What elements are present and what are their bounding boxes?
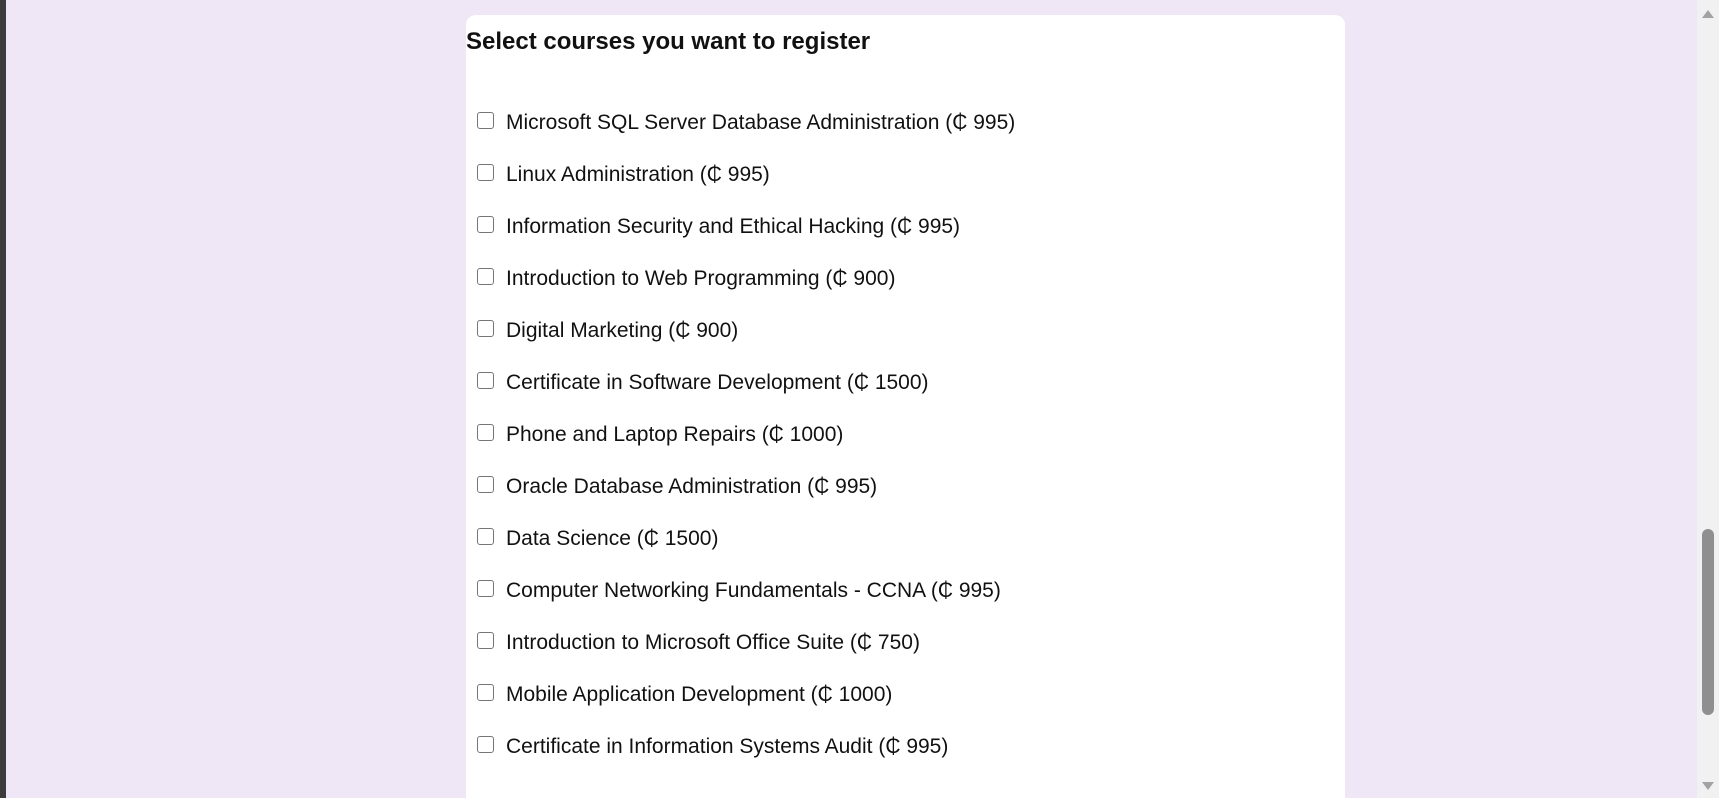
scrollbar-thumb[interactable] (1702, 529, 1714, 715)
course-label[interactable]: Computer Networking Fundamentals - CCNA (₵ 995) (506, 579, 1001, 602)
course-checkbox[interactable] (477, 372, 494, 389)
course-label[interactable]: Linux Administration (₵ 995) (506, 163, 770, 186)
vertical-scrollbar[interactable] (1697, 0, 1719, 798)
course-label[interactable]: Oracle Database Administration (₵ 995) (506, 475, 878, 498)
course-checkbox[interactable] (477, 320, 494, 337)
course-checkbox[interactable] (477, 528, 494, 545)
course-checkbox[interactable] (477, 736, 494, 753)
course-item (466, 247, 1326, 299)
course-checkbox[interactable] (477, 632, 494, 649)
course-label[interactable]: Digital Marketing (₵ 900) (506, 319, 739, 342)
course-item (466, 663, 1326, 715)
course-checkbox[interactable] (477, 580, 494, 597)
course-item (466, 611, 1326, 663)
course-label[interactable]: Mobile Application Development (₵ 1000) (506, 683, 893, 706)
page-title: Select courses you want to register (466, 28, 871, 55)
course-item (466, 91, 1326, 143)
course-item (466, 299, 1326, 351)
course-label[interactable]: Certificate in Software Development (₵ 1500) (506, 371, 929, 394)
course-checkbox[interactable] (477, 684, 494, 701)
course-checkbox[interactable] (477, 268, 494, 285)
course-checkbox[interactable] (477, 112, 494, 129)
course-checkbox[interactable] (477, 164, 494, 181)
course-checkbox[interactable] (477, 424, 494, 441)
course-list (466, 91, 1326, 767)
scroll-up-arrow-icon[interactable] (1702, 10, 1714, 18)
course-label[interactable]: Certificate in Information Systems Audit (₵ 995) (506, 735, 949, 758)
page-viewport (6, 0, 1697, 798)
scroll-down-arrow-icon[interactable] (1702, 782, 1714, 790)
course-checkbox[interactable] (477, 476, 494, 493)
course-checkbox[interactable] (477, 216, 494, 233)
course-label[interactable]: Phone and Laptop Repairs (₵ 1000) (506, 423, 844, 446)
course-label[interactable]: Introduction to Web Programming (₵ 900) (506, 267, 896, 290)
course-item (466, 143, 1326, 195)
course-selection-card (466, 15, 1345, 798)
course-item (466, 195, 1326, 247)
course-label[interactable]: Introduction to Microsoft Office Suite (₵ 750) (506, 631, 920, 654)
course-item (466, 559, 1326, 611)
course-label[interactable]: Data Science (₵ 1500) (506, 527, 719, 550)
course-label[interactable]: Microsoft SQL Server Database Administration (₵ 995) (506, 111, 1016, 134)
course-item (466, 507, 1326, 559)
course-item (466, 403, 1326, 455)
course-label[interactable]: Information Security and Ethical Hacking (₵ 995) (506, 215, 961, 238)
course-item (466, 351, 1326, 403)
course-item (466, 715, 1326, 767)
course-item (466, 455, 1326, 507)
